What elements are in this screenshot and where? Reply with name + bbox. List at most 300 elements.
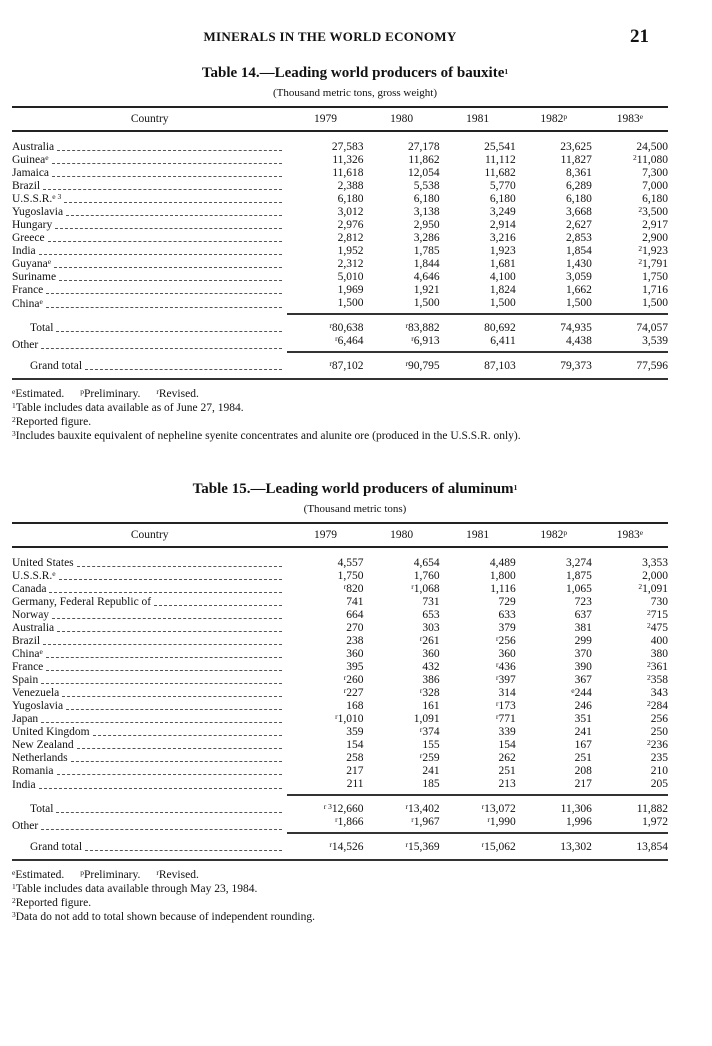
country-cell (12, 778, 287, 795)
country-label (12, 674, 282, 687)
value-cell (592, 700, 668, 713)
table-row (12, 206, 668, 219)
value-text: 729 (498, 596, 516, 608)
value-cell (592, 661, 668, 674)
value-cell (440, 816, 516, 833)
value-cell (592, 570, 668, 583)
value-text: 370 (574, 648, 592, 660)
country-name (12, 167, 49, 180)
footnote-number: 2 (12, 896, 16, 905)
legend-mark: p (80, 868, 84, 877)
value-sup: r (405, 840, 408, 849)
value-cell (516, 596, 592, 609)
legend-text: Preliminary. (83, 869, 141, 881)
value-text: 664 (346, 609, 364, 621)
country-name-text: Netherlands (12, 752, 68, 764)
legend-text: Revised. (158, 388, 199, 400)
value-cell (592, 833, 668, 860)
value-cell (592, 739, 668, 752)
value-text: 13,072 (484, 803, 516, 815)
table-title-footnote-ref: 1 (513, 483, 518, 492)
value-cell (592, 752, 668, 765)
value-text: 25,541 (484, 141, 516, 153)
table-row (12, 258, 668, 271)
column-header-year (364, 107, 440, 131)
value-cell (592, 648, 668, 661)
value-cell (440, 596, 516, 609)
value-cell (440, 352, 516, 379)
value-sup: r (495, 634, 499, 643)
value-text: 1,750 (337, 570, 364, 582)
value-text: 5,010 (337, 271, 364, 283)
footnote-number: 3 (12, 429, 16, 438)
value-cell (287, 232, 363, 245)
value-text: 11,618 (332, 167, 364, 179)
value-sup: r (335, 334, 338, 343)
value-text: 360 (498, 648, 516, 660)
country-name (12, 206, 63, 219)
value-cell (364, 219, 440, 232)
country-name (12, 232, 45, 245)
country-name (12, 557, 74, 570)
country-name-text: France (12, 284, 44, 296)
value-text: 3,216 (489, 232, 516, 244)
value-text: 1,875 (565, 570, 592, 582)
value-cell (592, 596, 668, 609)
column-header-text: 1983 (616, 528, 640, 541)
value-cell (516, 219, 592, 232)
value-text: 367 (574, 674, 592, 686)
country-label (12, 167, 282, 180)
country-name-text: Other (12, 820, 39, 832)
value-text: 11,827 (560, 154, 592, 166)
value-text: 6,411 (490, 335, 516, 347)
value-cell (287, 674, 363, 687)
table-row (12, 726, 668, 739)
column-header-text: Country (130, 112, 169, 125)
value-text: 741 (346, 596, 364, 608)
country-cell (12, 297, 287, 314)
data-table (12, 522, 668, 861)
country-name (12, 674, 38, 687)
table-title-text: Table 14.—Leading world producers of bauxite (201, 65, 505, 81)
value-sup: e (571, 686, 575, 695)
value-text: 1,010 (337, 713, 364, 725)
value-text: 1,923 (489, 245, 516, 257)
value-cell (364, 596, 440, 609)
country-name (12, 765, 54, 778)
country-name (12, 180, 40, 193)
value-text: 6,180 (337, 193, 364, 205)
dot-leader (39, 253, 282, 255)
country-name-text: Hungary (12, 219, 53, 231)
value-text: 475 (650, 622, 668, 634)
dot-leader (43, 188, 282, 190)
value-text: 90,795 (408, 360, 440, 372)
country-cell (12, 352, 287, 379)
value-cell (364, 206, 440, 219)
value-text: 87,102 (331, 360, 364, 372)
value-text: 2,917 (642, 219, 668, 231)
dot-leader (52, 162, 282, 164)
table-row (12, 635, 668, 648)
value-cell (440, 833, 516, 860)
value-cell (440, 167, 516, 180)
value-cell (287, 193, 363, 206)
value-text: 1,760 (413, 570, 440, 582)
country-name (12, 284, 43, 297)
value-cell (592, 635, 668, 648)
value-text: 250 (650, 726, 668, 738)
value-text: 241 (422, 765, 440, 777)
table-title (42, 64, 668, 83)
value-cell (364, 726, 440, 739)
value-text: 715 (650, 609, 668, 621)
value-cell (364, 713, 440, 726)
value-text: 77,596 (636, 360, 668, 372)
table-row (12, 674, 668, 687)
value-text: 2,000 (642, 570, 668, 582)
value-cell (364, 609, 440, 622)
value-cell (516, 583, 592, 596)
table-row (12, 765, 668, 778)
value-cell (364, 795, 440, 816)
country-label (12, 687, 282, 700)
value-text: 11,882 (636, 803, 668, 815)
country-name (12, 360, 82, 373)
column-header-country (12, 107, 287, 131)
value-text: 771 (498, 713, 516, 725)
value-cell (364, 583, 440, 596)
value-text: 217 (346, 765, 364, 777)
value-cell (440, 131, 516, 154)
dot-leader (154, 604, 282, 606)
value-text: 374 (422, 726, 440, 738)
value-text: 4,646 (413, 271, 440, 283)
footnote-text: Table includes data available as of June 27, 1984. (15, 402, 244, 414)
country-label (12, 193, 282, 206)
value-cell (592, 167, 668, 180)
country-label (12, 648, 282, 661)
column-header-text: 1980 (390, 528, 414, 541)
value-cell (516, 297, 592, 314)
value-text: 1,430 (565, 258, 592, 270)
value-cell (440, 674, 516, 687)
footnote (12, 882, 668, 896)
value-cell (287, 635, 363, 648)
footnote-number: 2 (12, 415, 16, 424)
table-row (12, 661, 668, 674)
value-text: 1,091 (642, 583, 668, 595)
value-text: 3,286 (413, 232, 440, 244)
column-header-year (592, 107, 668, 131)
value-cell (440, 258, 516, 271)
value-cell (440, 622, 516, 635)
value-cell (516, 352, 592, 379)
country-name-text: Yugoslavia (12, 700, 64, 712)
value-text: 2,900 (642, 232, 668, 244)
footnotes (12, 387, 668, 443)
country-name (12, 193, 61, 206)
value-cell (364, 752, 440, 765)
value-text: 6,180 (489, 193, 516, 205)
value-cell (516, 609, 592, 622)
value-cell (516, 570, 592, 583)
value-cell (516, 180, 592, 193)
value-cell (516, 335, 592, 352)
value-cell (364, 314, 440, 335)
value-text: 79,373 (560, 360, 592, 372)
value-text: 3,274 (565, 557, 592, 569)
value-sup: r (495, 660, 499, 669)
value-text: 74,057 (636, 322, 668, 334)
value-cell (440, 245, 516, 258)
value-text: 397 (498, 674, 516, 686)
value-cell (592, 713, 668, 726)
column-header-text: 1981 (466, 112, 490, 125)
dot-leader (93, 734, 282, 736)
value-text: 820 (346, 583, 364, 595)
value-text: 380 (650, 648, 668, 660)
column-header-text: 1979 (313, 528, 337, 541)
value-cell (364, 180, 440, 193)
country-name-text: Yugoslavia (12, 206, 64, 218)
country-label (12, 360, 282, 373)
value-cell (287, 795, 363, 816)
dot-leader (46, 306, 282, 308)
country-cell (12, 752, 287, 765)
value-text: 244 (574, 687, 592, 699)
country-label (12, 635, 282, 648)
column-header-year (440, 523, 516, 547)
value-text: 436 (498, 661, 516, 673)
value-text: 2,627 (565, 219, 592, 231)
value-cell (592, 180, 668, 193)
value-text: 400 (650, 635, 668, 647)
value-cell (516, 752, 592, 765)
country-name-text: Suriname (12, 271, 57, 283)
value-text: 4,489 (489, 557, 516, 569)
value-text: 12,660 (331, 803, 364, 815)
other-row (12, 335, 668, 352)
value-cell (364, 245, 440, 258)
value-cell (440, 284, 516, 297)
column-header-text: 1982 (540, 112, 564, 125)
dot-leader (41, 721, 282, 723)
country-label (12, 661, 282, 674)
column-header-country (12, 523, 287, 547)
country-cell (12, 206, 287, 219)
value-text: 238 (346, 635, 364, 647)
value-sup: 2 (647, 660, 651, 669)
value-cell (516, 700, 592, 713)
value-text: 358 (650, 674, 668, 686)
value-sup: r (343, 686, 347, 695)
value-text: 2,388 (337, 180, 364, 192)
value-cell (440, 609, 516, 622)
country-footnote-mark: e (52, 569, 56, 578)
value-text: 351 (574, 713, 592, 725)
value-cell (287, 245, 363, 258)
country-label (12, 765, 282, 778)
country-cell (12, 596, 287, 609)
value-cell (287, 271, 363, 284)
country-name-text: Other (12, 339, 39, 351)
value-text: 1,500 (642, 297, 668, 309)
dot-leader (52, 617, 282, 619)
country-cell (12, 570, 287, 583)
value-cell (592, 232, 668, 245)
legend-text: Estimated. (15, 869, 65, 881)
value-cell (364, 674, 440, 687)
value-sup: 2 (647, 621, 651, 630)
value-text: 23,625 (560, 141, 592, 153)
country-name (12, 841, 82, 854)
table-row (12, 167, 668, 180)
country-cell (12, 154, 287, 167)
value-text: 167 (574, 739, 592, 751)
value-cell (592, 622, 668, 635)
value-cell (516, 131, 592, 154)
header-row (12, 523, 668, 547)
value-sup: r (329, 321, 332, 330)
value-cell (516, 739, 592, 752)
table-subtitle: (Thousand metric tons, gross weight) (272, 87, 438, 99)
value-text: 395 (346, 661, 364, 673)
value-cell (440, 570, 516, 583)
value-text: 6,180 (565, 193, 592, 205)
country-label (12, 841, 282, 854)
value-text: 211 (346, 778, 364, 790)
dot-leader (52, 175, 282, 177)
country-name-text: Australia (12, 141, 55, 153)
table-row (12, 648, 668, 661)
value-text: 4,654 (413, 557, 440, 569)
value-text: 15,369 (408, 841, 440, 853)
data-table (12, 106, 668, 380)
country-cell (12, 284, 287, 297)
table-row (12, 271, 668, 284)
value-text: 270 (346, 622, 364, 634)
value-text: 83,882 (408, 322, 440, 334)
value-text: 11,862 (408, 154, 440, 166)
value-cell (287, 816, 363, 833)
footnote (12, 910, 668, 924)
value-text: 1,923 (642, 245, 668, 257)
value-cell (287, 335, 363, 352)
value-cell (287, 167, 363, 180)
value-cell (440, 778, 516, 795)
value-text: 155 (422, 739, 440, 751)
dot-leader (43, 643, 282, 645)
value-sup: 2 (647, 608, 651, 617)
value-text: 1,500 (565, 297, 592, 309)
value-cell (364, 352, 440, 379)
country-name (12, 713, 38, 726)
dot-leader (48, 240, 282, 242)
value-cell (516, 314, 592, 335)
value-text: 258 (346, 752, 364, 764)
value-cell (440, 219, 516, 232)
value-cell (592, 193, 668, 206)
value-cell (516, 193, 592, 206)
value-cell (592, 795, 668, 816)
value-text: 343 (650, 687, 668, 699)
table-row (12, 570, 668, 583)
column-header-year (516, 523, 592, 547)
value-text: 1,844 (413, 258, 440, 270)
table-row (12, 284, 668, 297)
table-row (12, 547, 668, 570)
country-label (12, 700, 282, 713)
value-cell (592, 284, 668, 297)
table-row (12, 180, 668, 193)
value-sup: r (329, 359, 332, 368)
footnote-text: Includes bauxite equivalent of nepheline syenite concentrates and alunite ore (produced in the U.S.S.R. only). (15, 430, 521, 442)
value-text: 2,914 (489, 219, 516, 231)
value-sup: r (495, 712, 499, 721)
total-row (12, 795, 668, 816)
value-text: 3,249 (489, 206, 516, 218)
dot-leader (62, 695, 282, 697)
country-cell (12, 765, 287, 778)
country-name (12, 219, 52, 232)
country-footnote-mark: e 3 (52, 192, 62, 201)
value-text: 5,538 (413, 180, 440, 192)
footnote (12, 401, 668, 415)
country-cell (12, 833, 287, 860)
country-name (12, 803, 53, 816)
table-title-text: Table 15.—Leading world producers of aluminum (192, 481, 514, 497)
value-cell (516, 232, 592, 245)
country-name (12, 739, 74, 752)
value-text: 260 (346, 674, 364, 686)
value-text: 361 (650, 661, 668, 673)
value-cell (440, 795, 516, 816)
country-name-text: Jamaica (12, 167, 50, 179)
country-cell (12, 622, 287, 635)
column-header-text: 1980 (390, 112, 414, 125)
value-cell (287, 609, 363, 622)
value-cell (440, 314, 516, 335)
value-sup: r (405, 321, 408, 330)
value-cell (516, 284, 592, 297)
table-row (12, 713, 668, 726)
value-cell (592, 219, 668, 232)
value-cell (440, 661, 516, 674)
value-cell (364, 258, 440, 271)
value-cell (287, 726, 363, 739)
value-text: 27,178 (408, 141, 440, 153)
value-text: 1,068 (413, 583, 440, 595)
value-cell (440, 232, 516, 245)
value-cell (516, 833, 592, 860)
value-cell (287, 131, 363, 154)
value-sup: r (495, 673, 499, 682)
table-row (12, 583, 668, 596)
value-cell (516, 674, 592, 687)
dot-leader (41, 682, 282, 684)
value-text: 303 (422, 622, 440, 634)
value-sup: r 3 (323, 802, 332, 811)
value-cell (440, 180, 516, 193)
value-cell (516, 661, 592, 674)
country-cell (12, 726, 287, 739)
value-cell (592, 131, 668, 154)
value-text: 1,091 (413, 713, 440, 725)
country-cell (12, 232, 287, 245)
value-cell (516, 765, 592, 778)
